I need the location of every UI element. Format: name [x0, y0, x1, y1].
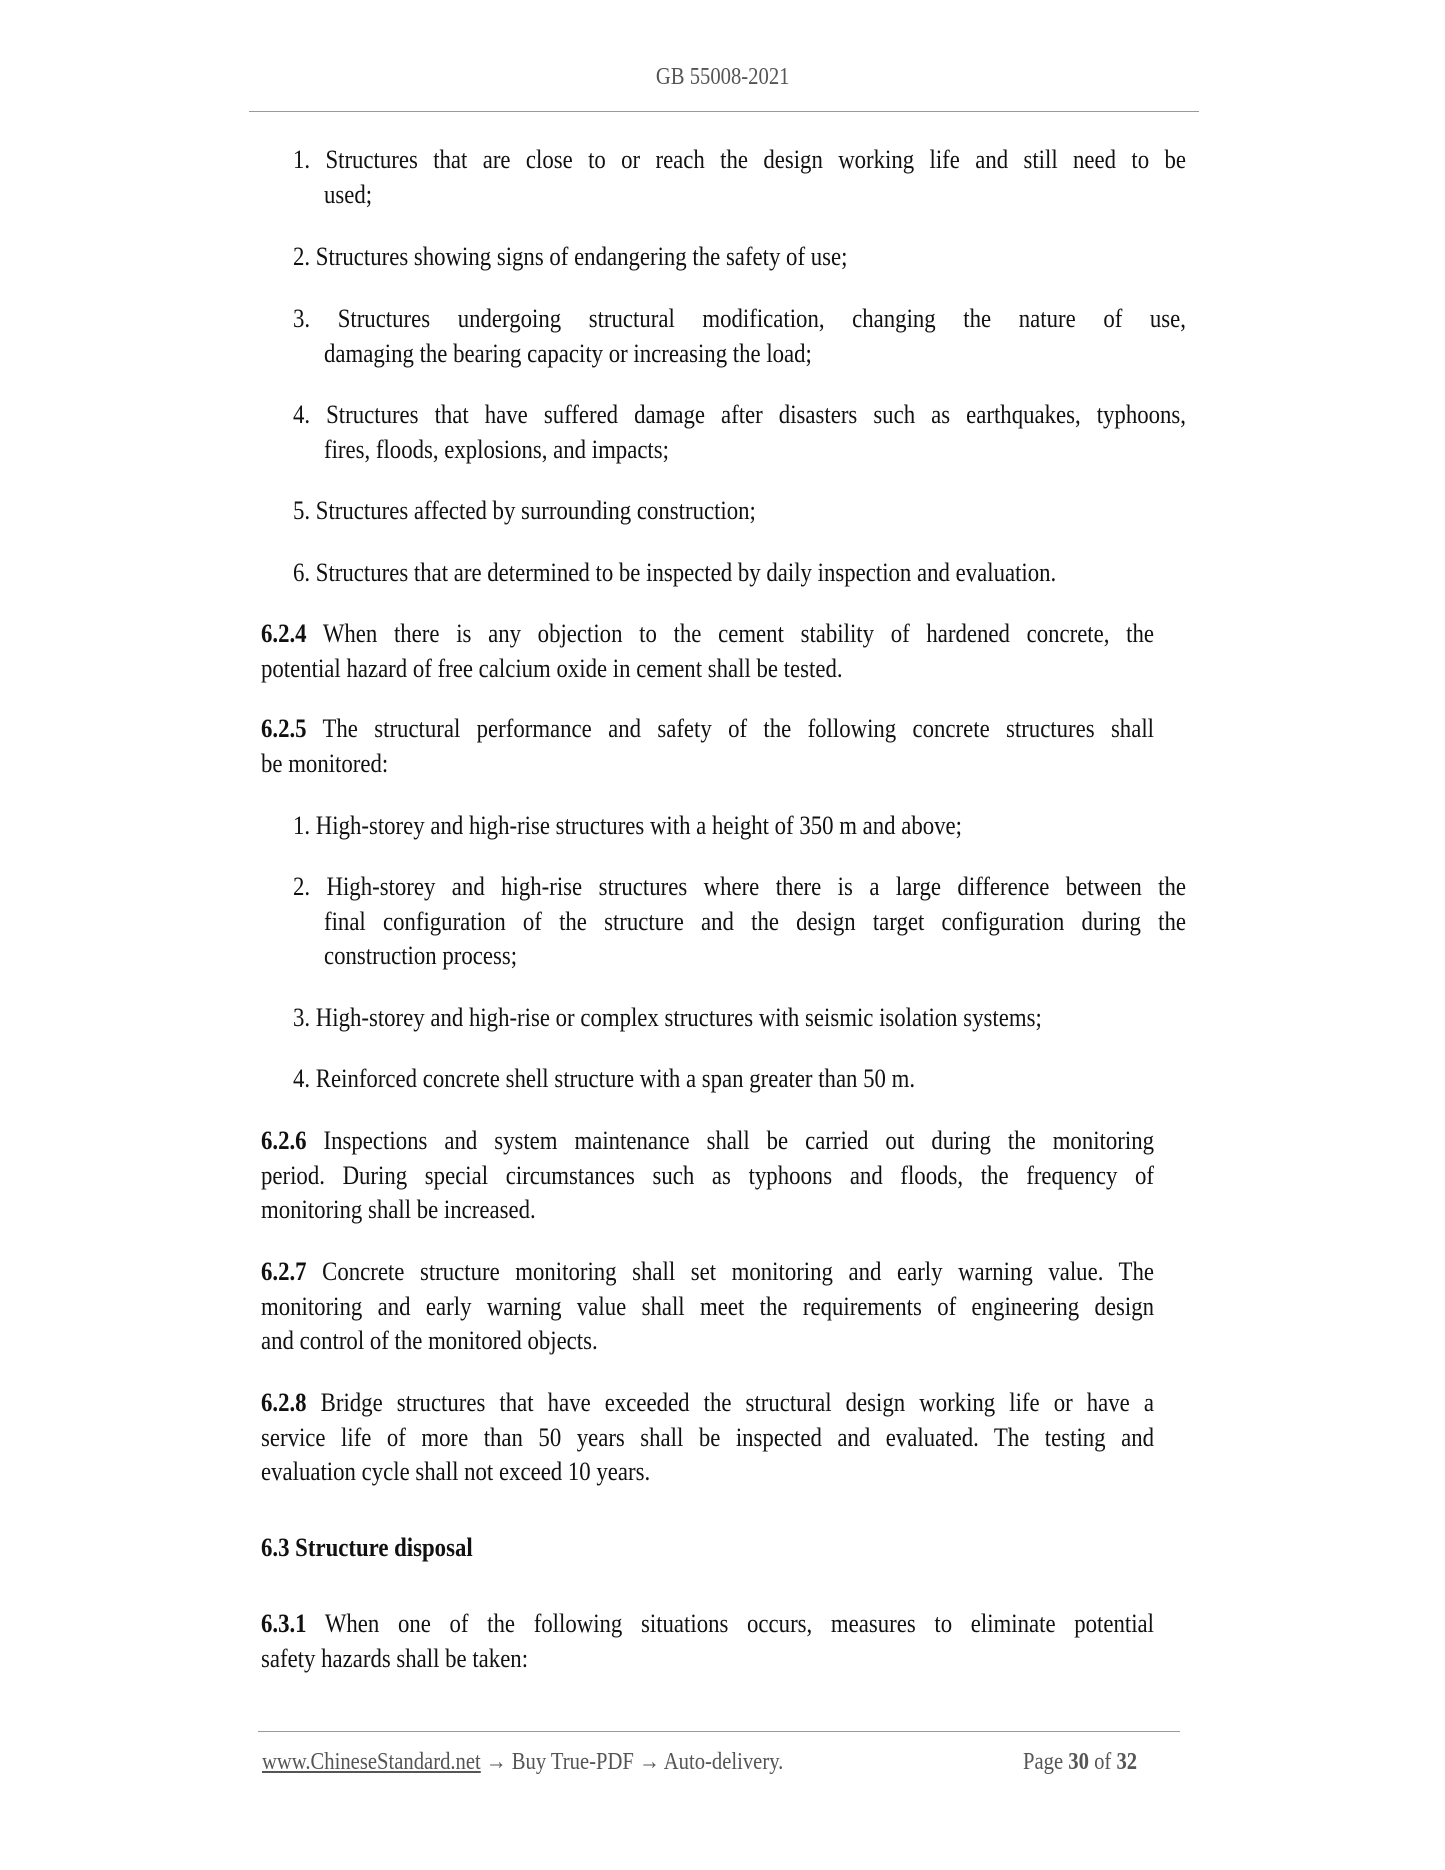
footer-rule: [258, 1731, 1180, 1732]
document-header: [0, 64, 1445, 91]
header-rule: [249, 111, 1199, 112]
line-text: 1. High-storey and high-rise structures with a height of 350 m and above;: [293, 810, 962, 840]
list1-1-line: [324, 177, 1186, 212]
clause-6-2-4-line: [261, 616, 1154, 651]
line-text: 4. Reinforced concrete shell structure with a span greater than 50 m.: [293, 1063, 916, 1093]
section-6-3-line: [261, 1530, 1154, 1565]
clause-6-2-7-line: [261, 1254, 1154, 1289]
clause-6-3-1-line: [261, 1641, 1154, 1676]
line-text: evaluation cycle shall not exceed 10 years.: [261, 1456, 651, 1487]
line-text: service life of more than 50 years shall be inspected and evaluated. The testing and: [261, 1421, 1154, 1452]
list2-2-line: [324, 904, 1186, 939]
clause-6-3-1-line: [261, 1606, 1154, 1641]
line-text: final configuration of the structure and the design target configuration during the: [324, 905, 1186, 936]
list1-5-line: [293, 493, 1186, 528]
line-text: When there is any objection to the cement stability of hardened concrete, the: [306, 618, 1154, 648]
clause-6-2-5-line: [261, 711, 1154, 746]
current-page: 30: [1068, 1749, 1089, 1775]
buy-text: Buy True-PDF: [511, 1749, 634, 1775]
line-text: and control of the monitored objects.: [261, 1325, 598, 1356]
clause-6-2-5-line: [261, 746, 1154, 781]
list1-3-line: [293, 301, 1186, 336]
clause-number: 6.2.6: [261, 1125, 307, 1155]
line-text: be monitored:: [261, 747, 389, 778]
total-pages: 32: [1116, 1749, 1138, 1775]
clause-6-2-8-line: [261, 1420, 1154, 1455]
line-text: When one of the following situations occurs, measures to eliminate potential: [306, 1608, 1154, 1638]
list2-2-line: [293, 869, 1186, 904]
line-text: monitoring and early warning value shall meet the requirements of engineering design: [261, 1290, 1154, 1321]
line-text: period. During special circumstances such as typhoons and floods, the frequency of: [261, 1159, 1154, 1190]
line-text: damaging the bearing capacity or increasing the load;: [324, 337, 812, 368]
line-text: 4. Structures that have suffered damage after disasters such as earthquakes, typhoons,: [293, 399, 1186, 429]
clause-6-2-8-line: [261, 1454, 1154, 1489]
list2-1-line: [293, 808, 1186, 843]
delivery-text: Auto-delivery.: [663, 1749, 784, 1775]
clause-6-2-6-line: [261, 1123, 1154, 1158]
clause-6-2-6-line: [261, 1158, 1154, 1193]
line-text: 3. High-storey and high-rise or complex structures with seismic isolation systems;: [293, 1002, 1042, 1032]
clause-6-2-8-line: [261, 1385, 1154, 1420]
clause-number: 6.2.4: [261, 618, 307, 648]
line-text: construction process;: [324, 940, 518, 971]
line-text: fires, floods, explosions, and impacts;: [324, 433, 669, 464]
list1-2-line: [293, 239, 1186, 274]
line-text: monitoring shall be increased.: [261, 1194, 536, 1225]
line-text: The structural performance and safety of the following concrete structures shall: [306, 713, 1154, 743]
page-number: Page 30 of 32: [1023, 1749, 1138, 1775]
list2-4-line: [293, 1061, 1186, 1096]
line-text: used;: [324, 178, 373, 209]
clause-6-2-7-line: [261, 1289, 1154, 1324]
clause-6-2-4-line: [261, 651, 1154, 686]
arrow-icon: →: [485, 1749, 507, 1775]
list1-4-line: [324, 432, 1186, 467]
list2-3-line: [293, 1000, 1186, 1035]
line-text: 3. Structures undergoing structural modification, changing the nature of use,: [293, 303, 1186, 333]
clause-number: 6.3.1: [261, 1608, 307, 1638]
arrow-icon: →: [639, 1749, 660, 1775]
line-text: 1. Structures that are close to or reach the design working life and still need to be: [293, 144, 1186, 174]
list1-1-line: [293, 142, 1186, 177]
clause-number: 6.2.8: [261, 1387, 307, 1417]
line-text: Inspections and system maintenance shall be carried out during the monitoring: [306, 1125, 1154, 1155]
standard-code: GB 55008-2021: [655, 64, 790, 90]
list1-4-line: [293, 397, 1186, 432]
clause-6-2-6-line: [261, 1192, 1154, 1227]
line-text: safety hazards shall be taken:: [261, 1642, 529, 1673]
list1-3-line: [324, 336, 1186, 371]
line-text: 2. High-storey and high-rise structures where there is a large difference between the: [293, 871, 1186, 901]
clause-number: 6.3 Structure disposal: [261, 1532, 473, 1562]
line-text: potential hazard of free calcium oxide in cement shall be tested.: [261, 652, 843, 683]
line-text: Concrete structure monitoring shall set monitoring and early warning value. The: [306, 1256, 1154, 1286]
website-link[interactable]: www.ChineseStandard.net: [262, 1749, 481, 1775]
list2-2-line: [324, 938, 1186, 973]
list1-6-line: [293, 555, 1186, 590]
clause-number: 6.2.7: [261, 1256, 307, 1286]
line-text: 5. Structures affected by surrounding construction;: [293, 495, 756, 525]
footer-left: [262, 1749, 783, 1776]
clause-number: 6.2.5: [261, 713, 307, 743]
line-text: Bridge structures that have exceeded the structural design working life or have a: [306, 1387, 1154, 1417]
clause-6-2-7-line: [261, 1323, 1154, 1358]
line-text: 2. Structures showing signs of endangering the safety of use;: [293, 241, 848, 271]
line-text: 6. Structures that are determined to be inspected by daily inspection and evaluation.: [293, 557, 1057, 587]
